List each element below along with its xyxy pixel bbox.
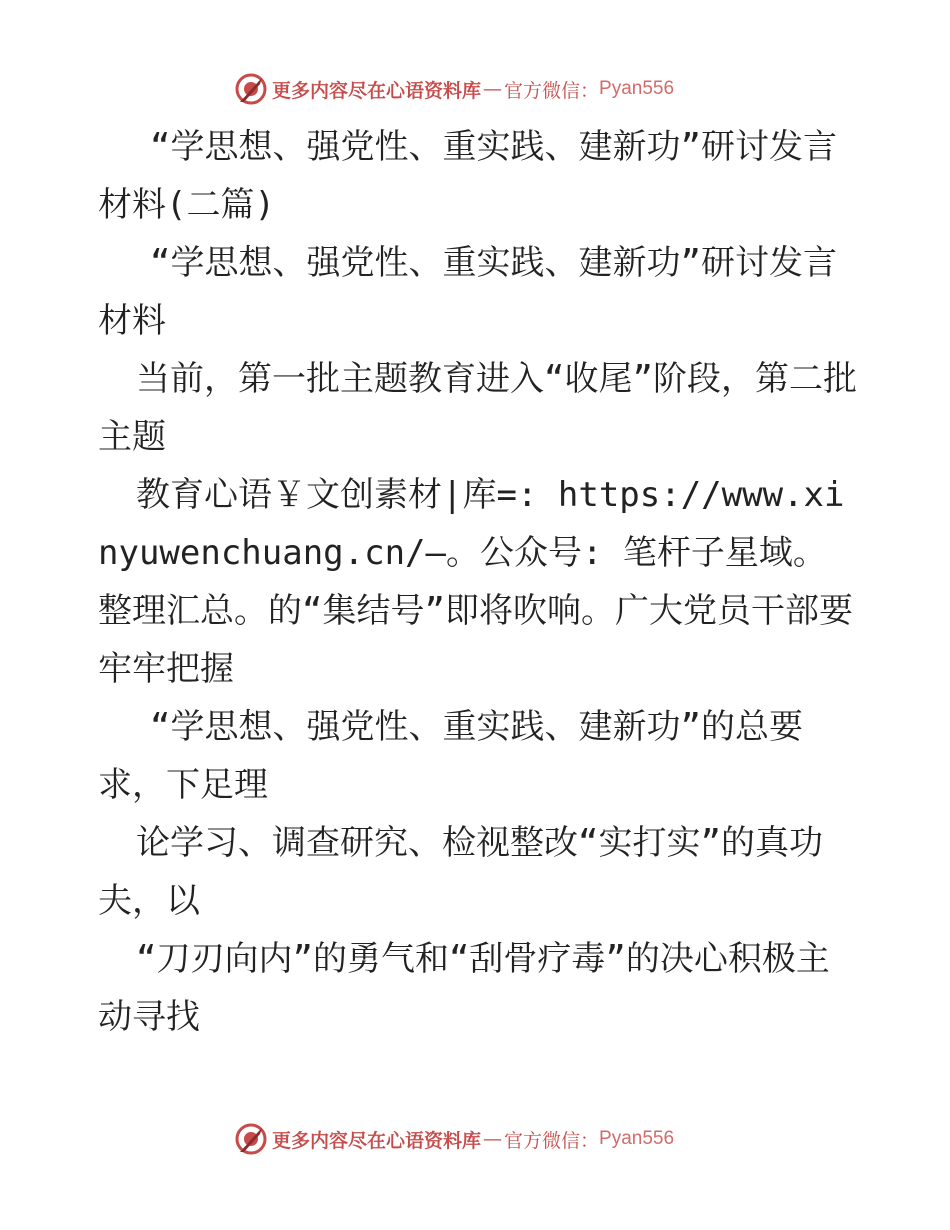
- pen-logo-icon: [234, 72, 268, 106]
- document-body: [98, 118, 858, 1046]
- paragraph-text: 当前，第一批主题教育进入“收尾”阶段，第二批主题: [98, 359, 857, 457]
- paragraph-text: 教育心语￥文创素材|库=: https://www.xinyuwenchuang.cn/—。公众号: 笔杆子星域。整理汇总。的“集结号”即将吹响。广大党员干部要牢牢把握: [98, 475, 853, 689]
- paragraph-text: 论学习、调查研究、检视整改“实打实”的真功夫，以: [98, 823, 823, 921]
- footer-dash: —: [483, 1128, 503, 1150]
- footer-contact-label: 官方微信：: [504, 1129, 600, 1152]
- paragraph-subtitle: “学思想、强党性、重实践、建新功”研讨发言材料: [98, 243, 837, 341]
- footer-slogan: 更多内容尽在心语资料库: [272, 1129, 482, 1152]
- footer-wechat-id: Pyan556: [599, 1128, 675, 1149]
- header-wechat-id: Pyan556: [599, 78, 675, 99]
- header-banner: [234, 72, 714, 106]
- pen-logo-icon: [234, 1122, 268, 1156]
- paragraph-title: “学思想、强党性、重实践、建新功”研讨发言材料(二篇): [98, 127, 837, 225]
- header-contact-label: 官方微信：: [504, 79, 600, 102]
- header-slogan: 更多内容尽在心语资料库: [272, 79, 482, 102]
- header-dash: —: [483, 78, 503, 100]
- paragraph-text: “刀刃向内”的勇气和“刮骨疗毒”的决心积极主动寻找: [98, 939, 830, 1037]
- footer-banner: [234, 1122, 714, 1156]
- paragraph-text: “学思想、强党性、重实践、建新功”的总要求，下足理: [98, 707, 803, 805]
